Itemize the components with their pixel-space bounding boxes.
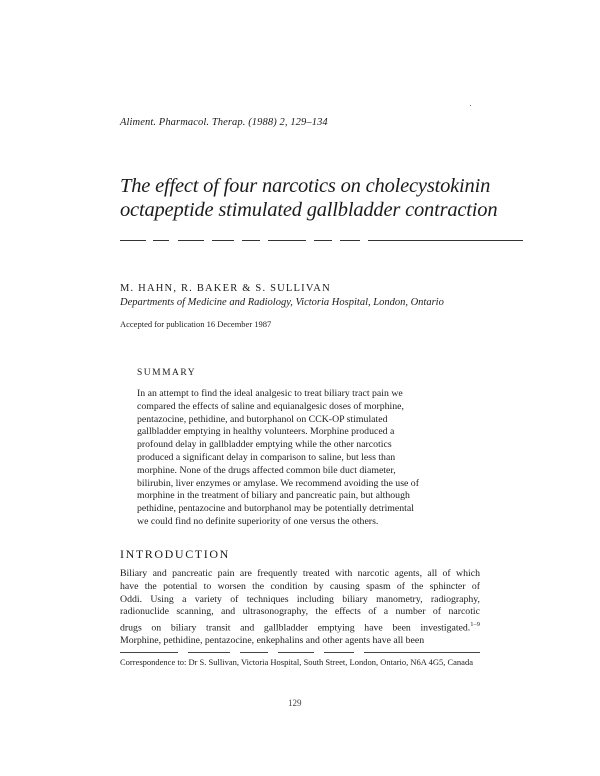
summary-line: pethidine, pentazocine and butorphanol may be potentially detrimental bbox=[137, 503, 414, 515]
summary-line: morphine. None of the drugs affected common bile duct diameter, bbox=[137, 464, 396, 476]
authors: M. HAHN, R. BAKER & S. SULLIVAN bbox=[120, 283, 331, 294]
page-number: 129 bbox=[288, 698, 302, 708]
summary-text bbox=[137, 388, 467, 529]
summary-line: pentazocine, pethidine, and butorphanol on CCK-OP stimulated bbox=[137, 413, 388, 425]
intro-line-text: drugs on biliary transit and gallbladder emptying have been investigated. bbox=[120, 622, 471, 634]
introduction-text bbox=[120, 568, 480, 648]
title-line-2: octapeptide stimulated gallbladder contraction bbox=[120, 199, 498, 221]
citation-superscript: 1–9 bbox=[470, 621, 480, 629]
summary-line: bilirubin, liver enzymes or amylase. We recommend avoiding the use of bbox=[137, 477, 419, 489]
intro-line: Biliary and pancreatic pain are frequently treated with narcotic agents, all of which bbox=[120, 568, 480, 579]
journal-reference: Aliment. Pharmacol. Therap. (1988) 2, 129–134 bbox=[120, 117, 328, 128]
intro-line: Oddi. Using a variety of techniques including biliary manometry, radiography, bbox=[120, 593, 480, 605]
summary-line: morphine in the treatment of biliary and pancreatic pain, but although bbox=[137, 490, 410, 502]
summary-line: In an attempt to find the ideal analgesic to treat biliary tract pain we bbox=[137, 388, 403, 399]
summary-heading: SUMMARY bbox=[137, 368, 197, 378]
summary-line: profound delay in gallbladder emptying while the other narcotics bbox=[137, 439, 392, 451]
intro-line: Morphine, pethidine, pentazocine, enkephalins and other agents have all been bbox=[120, 635, 425, 647]
title-line-1: The effect of four narcotics on cholecystokinin bbox=[120, 175, 491, 197]
accepted-date: Accepted for publication 16 December 1987 bbox=[120, 319, 272, 329]
article-title bbox=[120, 174, 520, 222]
introduction-heading: INTRODUCTION bbox=[120, 547, 230, 561]
summary-line: compared the effects of saline and equianalgesic doses of morphine, bbox=[137, 400, 404, 412]
summary-line: gallbladder emptying in healthy volunteers. Morphine produced a bbox=[137, 426, 395, 438]
intro-line bbox=[120, 619, 480, 635]
summary-line: we could find no definite superiority of one versus the others. bbox=[137, 515, 379, 527]
correspondence-note: Correspondence to: Dr S. Sullivan, Victoria Hospital, South Street, London, Ontario, N6A 4G5, Canada bbox=[120, 657, 473, 667]
summary-line: produced a significant delay in comparison to saline, but less than bbox=[137, 451, 396, 463]
affiliation: Departments of Medicine and Radiology, Victoria Hospital, London, Ontario bbox=[120, 297, 444, 308]
intro-line: have the potential to worsen the condition by causing spasm of the sphincter of bbox=[120, 580, 480, 592]
intro-line: radionuclide scanning, and ultrasonography, the effects of a number of narcotic bbox=[120, 606, 480, 618]
speck-mark bbox=[470, 105, 471, 106]
